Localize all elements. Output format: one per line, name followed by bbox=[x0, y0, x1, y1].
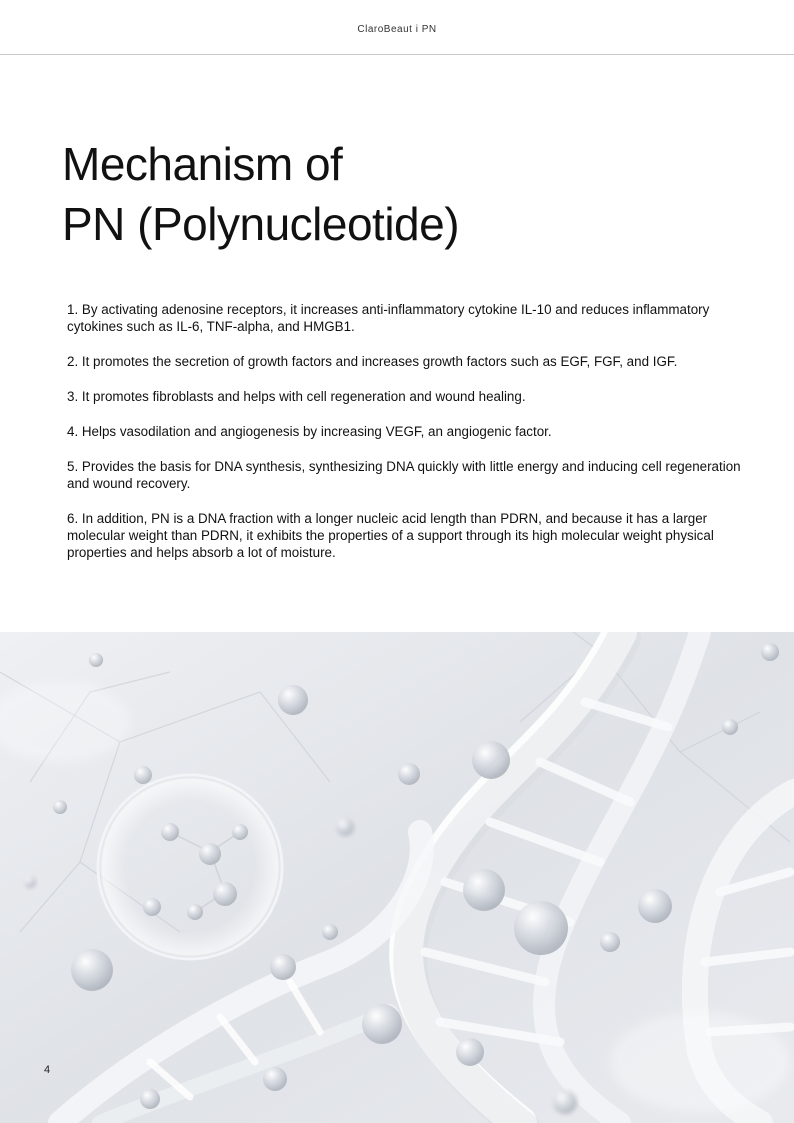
mechanism-point-5: 5. Provides the basis for DNA synthesis, synthesizing DNA quickly with little energy and inducing cell regeneration and wound recovery. bbox=[67, 459, 741, 491]
mechanism-point-3: 3. It promotes fibroblasts and helps with cell regeneration and wound healing. bbox=[67, 389, 526, 404]
mechanism-point-6: 6. In addition, PN is a DNA fraction with a longer nucleic acid length than PDRN, and because it has a larger molecular weight than PDRN, it exhibits the properties of a support through its high molecular weight physical properties and helps absorb a lot of moisture. bbox=[67, 511, 714, 560]
mechanism-point-1: 1. By activating adenosine receptors, it increases anti-inflammatory cytokine IL-10 and reduces inflammatory cytokines such as IL-6, TNF-alpha, and HMGB1. bbox=[67, 302, 710, 334]
dna-illustration bbox=[0, 632, 794, 1123]
header-title: ClaroBeaut i PN bbox=[357, 24, 437, 35]
atom bbox=[187, 904, 203, 920]
light-glow bbox=[610, 1012, 790, 1112]
page-number: 4 bbox=[44, 1064, 51, 1076]
page-title bbox=[62, 134, 459, 254]
atom bbox=[213, 882, 237, 906]
mechanism-list bbox=[67, 301, 747, 579]
page-title-line-1: Mechanism of bbox=[62, 138, 343, 190]
mechanism-point-2: 2. It promotes the secretion of growth factors and increases growth factors such as EGF, FGF, and IGF. bbox=[67, 354, 678, 369]
dna-hero-image bbox=[0, 632, 794, 1123]
atom bbox=[232, 824, 248, 840]
header-divider bbox=[0, 54, 794, 55]
page-header bbox=[0, 0, 794, 55]
atom bbox=[199, 843, 221, 865]
atom bbox=[161, 823, 179, 841]
page-title-line-2: PN (Polynucleotide) bbox=[62, 198, 460, 250]
large-bubble bbox=[98, 775, 282, 959]
mechanism-point-4: 4. Helps vasodilation and angiogenesis by increasing VEGF, an angiogenic factor. bbox=[67, 424, 552, 439]
